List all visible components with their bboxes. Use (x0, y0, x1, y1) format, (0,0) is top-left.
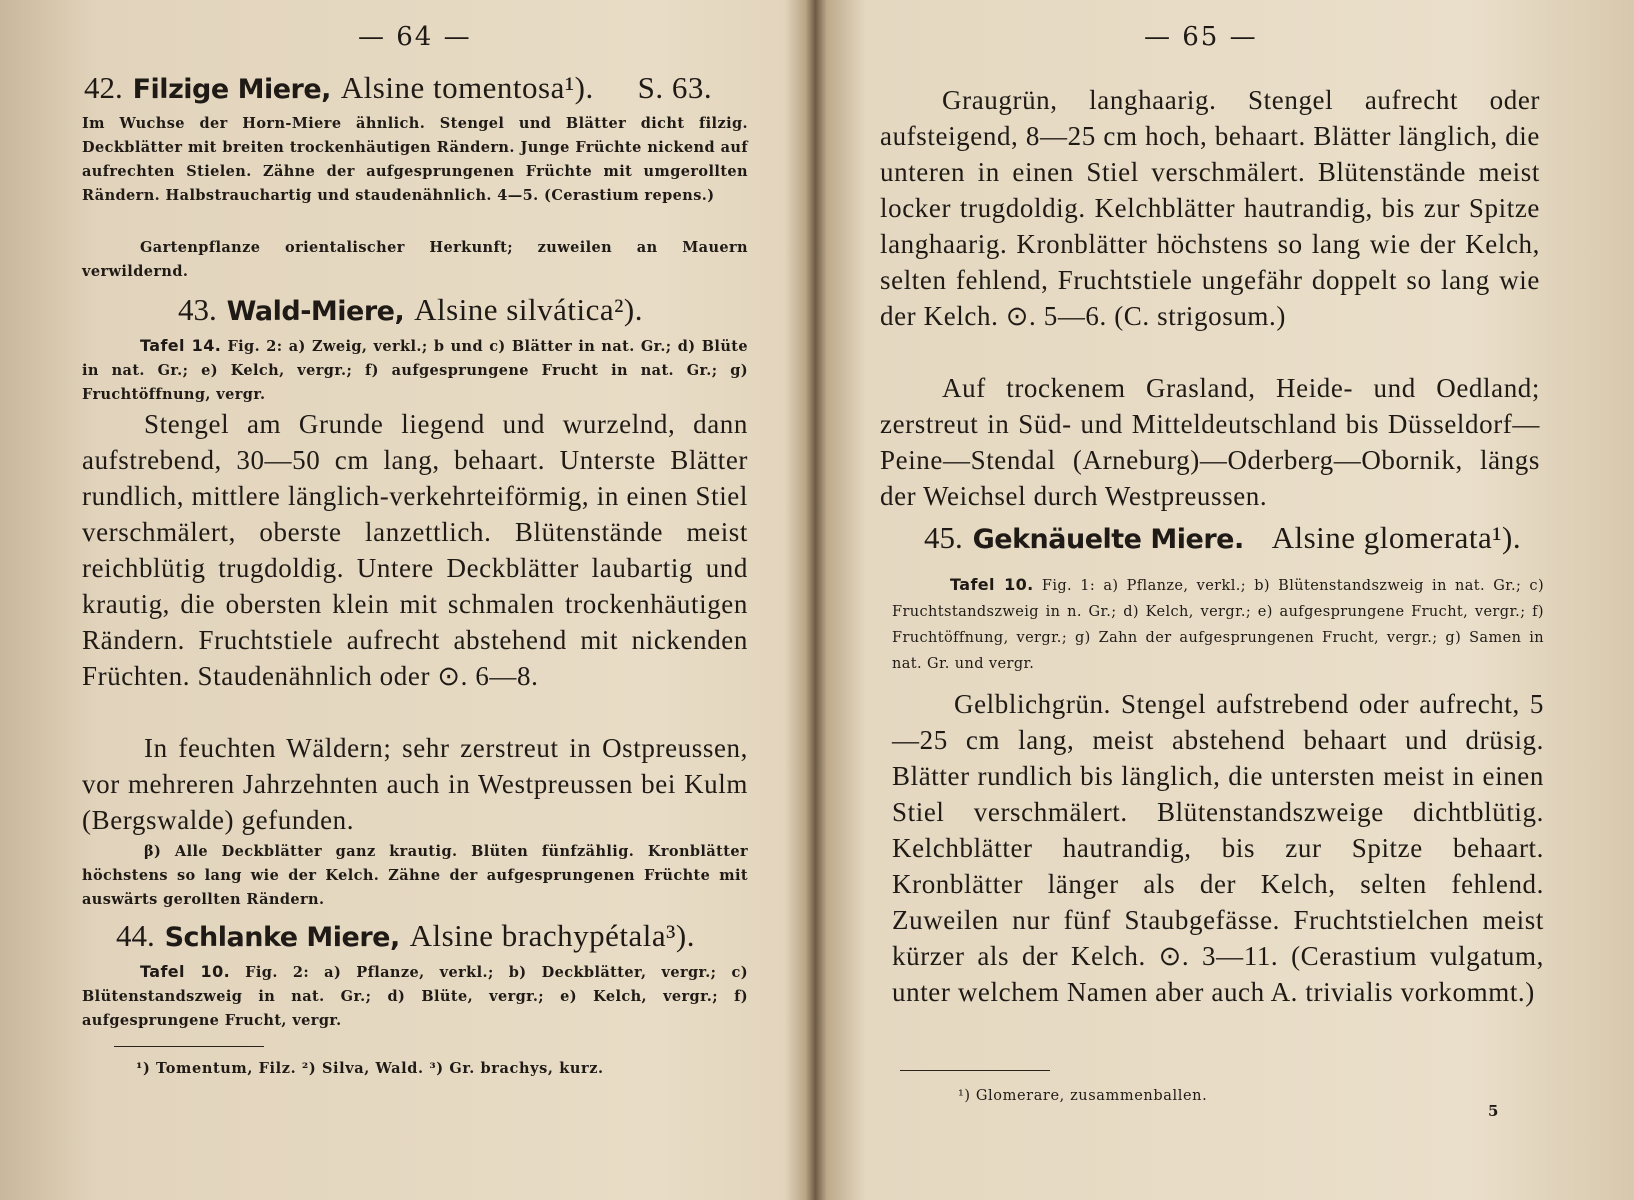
entry-44-description: Graugrün, langhaarig. Stengel aufrecht oder aufsteigend, 8—25 cm hoch, behaart. Blätter länglich, die unteren in einen Stiel verschmälert. Blütenstände meist locker trugdoldig. Kelchblätter hautrandig, bis zur Spitze langhaarig. Kronblätter höchstens so lang wie der Kelch, selten fehlend, Fruchtstiele ungefähr doppelt so lang wie der Kelch. ⊙. 5—6. (C. strigosum.) (880, 85, 1540, 331)
right-page (878, 0, 1568, 1200)
german-name: Schlanke Miere, (164, 922, 400, 953)
footnotes-left: ¹) Tomentum, Filz. ²) Silva, Wald. ³) Gr. brachys, kurz. (136, 1060, 604, 1077)
entry-44-figures (82, 960, 748, 1033)
entry-45-heading (924, 520, 1521, 556)
entry-number: 45. (924, 520, 963, 555)
german-name: Filzige Miere, (132, 74, 331, 105)
figure-captions: Fig. 2: a) Zweig, verkl.; b und c) Blätter in nat. Gr.; d) Blüte in nat. Gr.; e) Kelch, vergr.; f) aufgesprungene Frucht in nat. Gr.; g) Fruchtöffnung, vergr. (82, 338, 749, 403)
left-page (78, 0, 788, 1200)
entry-43-habitat: In feuchten Wäldern; sehr zerstreut in Ostpreussen, vor mehreren Jahrzehnten auch in Westpreussen bei Kulm (Bergswalde) gefunden. (82, 733, 748, 835)
page-reference: S. 63. (637, 70, 713, 105)
entry-number: 44. (116, 918, 155, 953)
figure-captions: Fig. 1: a) Pflanze, verkl.; b) Blütenstandszweig in nat. Gr.; c) Fruchtstandszweig in n. Gr.; d) Kelch, vergr.; e) aufgesprungene Frucht, vergr.; f) Fruchtöffnung, vergr.; g) Zahn der aufgesprungenen Frucht, vergr.; g) Samen in nat. Gr. und vergr. (892, 578, 1545, 672)
figure-captions: Fig. 2: a) Pflanze, verkl.; b) Deckblätter, vergr.; c) Blütenstandszweig in nat. Gr.; d) Blüte, vergr.; e) Kelch, vergr.; f) aufgesprungene Frucht, vergr. (82, 964, 748, 1029)
entry-number: 42. (84, 70, 123, 105)
latin-name: Alsine silvática²). (414, 292, 643, 327)
entry-44-habitat: Auf trockenem Grasland, Heide- und Oedland; zerstreut in Süd- und Mitteldeutschland bis Düsseldorf—Peine—Stendal (Arneburg)—Oderberg—Obornik, längs der Weichsel durch Westpreussen. (880, 373, 1540, 511)
page-number-right: — 65 — (1144, 22, 1258, 52)
latin-name: Alsine tomentosa¹). (340, 70, 594, 105)
entry-44-heading (116, 918, 695, 954)
footnotes-right: ¹) Glomerare, zusammenballen. (958, 1088, 1208, 1104)
entry-43-heading (178, 292, 643, 328)
entry-43-figures (82, 334, 748, 407)
entry-43-description: Stengel am Grunde liegend und wurzelnd, dann aufstrebend, 30—50 cm lang, behaart. Unterste Blätter rundlich, mittlere länglich-verkehrteiförmig, in einen Stiel verschmälert, oberste lanzettlich. Blütenstände meist reichblütig trugdoldig. Untere Deckblätter laubartig und krautig, die obersten klein mit schmalen trockenhäutigen Rändern. Fruchtstiele aufrecht abstehend mit nickenden Früchten. Staudenähnlich oder ⊙. 6—8. (82, 409, 748, 691)
plate-reference: Tafel 10. (140, 962, 231, 981)
footnote-rule (900, 1070, 1050, 1071)
latin-name: Alsine glomerata¹). (1271, 520, 1522, 555)
latin-name: Alsine brachypétala³). (409, 918, 696, 953)
footnote-rule (114, 1046, 264, 1047)
entry-42-habitat: Gartenpflanze orientalischer Herkunft; zuweilen an Mauern verwildernd. (82, 239, 748, 280)
entry-43-variety-beta: β) Alle Deckblätter ganz krautig. Blüten fünfzählig. Kronblätter höchstens so lang wie der Kelch. Zähne der aufgesprungenen Früchte mit auswärts gerollten Rändern. (82, 843, 748, 908)
entry-45-figures (892, 572, 1544, 677)
entry-number: 43. (178, 292, 217, 327)
entry-42-description: Im Wuchse der Horn-Miere ähnlich. Stengel und Blätter dicht filzig. Deckblätter mit breiten trockenhäutigen Rändern. Junge Früchte nickend auf aufrechten Stielen. Zähne der aufgesprungenen Früchte mit umgerollten Rändern. Halbstrauchartig und staudenähnlich. 4—5. (Cerastium repens.) (82, 115, 748, 204)
plate-reference: Tafel 14. (140, 336, 222, 355)
german-name: Wald-Miere, (226, 296, 405, 327)
printer-signature: 5 (1488, 1102, 1499, 1120)
german-name: Geknäuelte Miere. (972, 524, 1244, 555)
plate-reference: Tafel 10. (950, 575, 1034, 594)
entry-45-description: Gelblichgrün. Stengel aufstrebend oder aufrecht, 5—25 cm lang, meist abstehend behaart und drüsig. Blätter rundlich bis länglich, die untersten meist in einen Stiel verschmälert. Blütenstandszweige dichtblütig. Kelchblätter hautrandig, bis zur Spitze behaart. Kronblätter länger als der Kelch, selten fehlend. Zuweilen nur fünf Staubgefässe. Fruchtstielchen meist kürzer als der Kelch. ⊙. 3—11. (Cerastium vulgatum, unter welchem Namen aber auch A. trivialis vorkommt.) (892, 689, 1544, 1007)
page-number-left: — 64 — (358, 22, 472, 52)
entry-42-heading (84, 70, 712, 106)
